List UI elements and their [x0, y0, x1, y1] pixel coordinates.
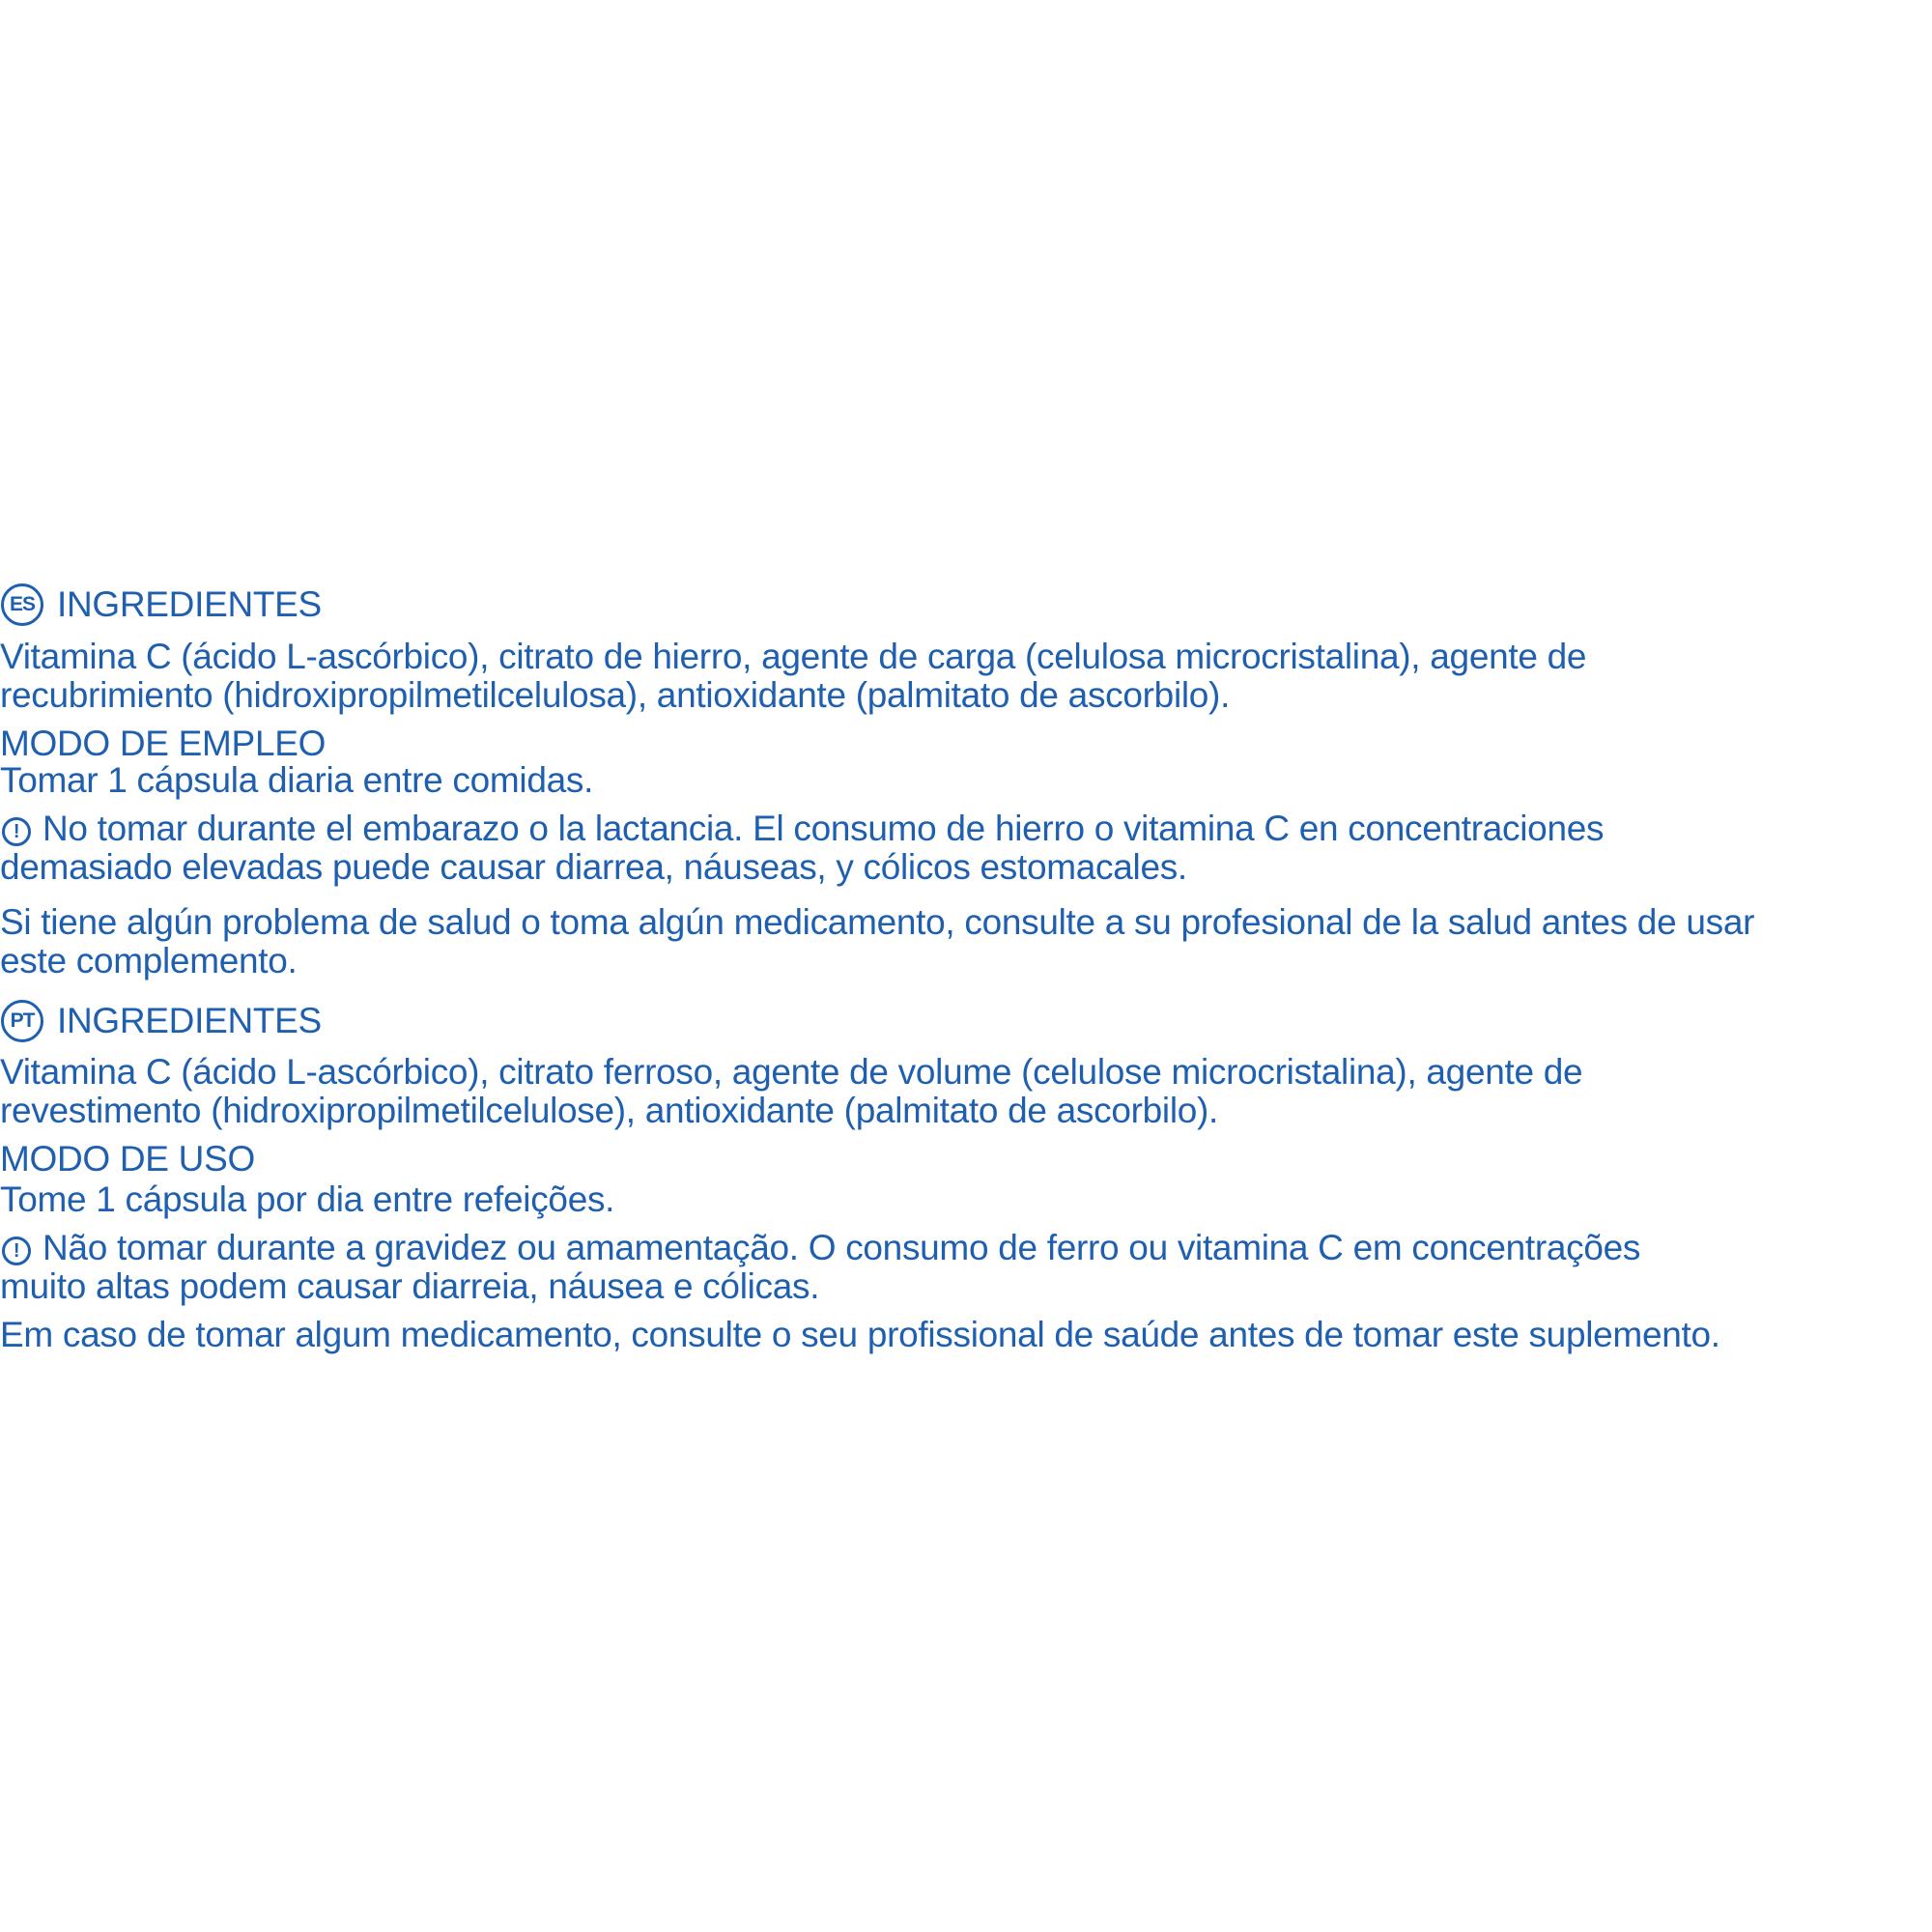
- pt-ingredients-line: revestimento (hidroxipropilmetilcelulose), antioxidante (palmitato de ascorbilo).: [0, 1091, 1219, 1130]
- es-language-badge-icon: ES: [1, 583, 43, 626]
- es-advice-line: Si tiene algún problema de salud o toma algún medicamento, consulte a su profesional de la salud antes de usar: [0, 902, 1755, 942]
- pt-advice-line: Em caso de tomar algum medicamento, consulte o seu profissional de saúde antes de tomar este suplemento.: [0, 1315, 1720, 1354]
- es-warning-line: No tomar durante el embarazo o la lactancia. El consumo de hierro o vitamina C en concentraciones: [43, 809, 1605, 848]
- pt-ingredients-text: [0, 1053, 1932, 1130]
- es-ingredients-line: recubrimiento (hidroxipropilmetilcelulosa), antioxidante (palmitato de ascorbilo).: [0, 675, 1231, 715]
- pt-advice-text: [0, 1316, 1932, 1354]
- pt-warning-line: muito altas podem causar diarreia, náusea e cólicas.: [0, 1266, 820, 1306]
- pt-ingredients-title: INGREDIENTES: [57, 1001, 322, 1040]
- pt-warning-line: Não tomar durante a gravidez ou amamentação. O consumo de ferro ou vitamina C em concentrações: [43, 1228, 1641, 1267]
- es-advice-text: [0, 903, 1932, 980]
- es-ingredients-heading: [0, 583, 1932, 626]
- es-ingredients-title: INGREDIENTES: [57, 584, 322, 624]
- es-usage-heading: MODO DE EMPLEO: [0, 724, 327, 763]
- pt-language-badge-icon: PT: [1, 1000, 43, 1042]
- es-ingredients-line: Vitamina C (ácido L-ascórbico), citrato de hierro, agente de carga (celulosa microcristalina), agente de: [0, 637, 1587, 676]
- pt-warning-text: [0, 1229, 1932, 1306]
- pt-ingredients-heading: [0, 1000, 1932, 1042]
- es-warning-line: demasiado elevadas puede causar diarrea, náuseas, y cólicos estomacales.: [0, 847, 1187, 887]
- pt-ingredients-line: Vitamina C (ácido L-ascórbico), citrato ferroso, agente de volume (celulose microcristalina), agente de: [0, 1052, 1583, 1092]
- pt-usage-heading: MODO DE USO: [0, 1139, 255, 1179]
- es-usage-text: Tomar 1 cápsula diaria entre comidas.: [0, 760, 594, 800]
- pt-usage-text: Tome 1 cápsula por dia entre refeições.: [0, 1179, 615, 1219]
- exclamation-circle-icon: !: [2, 817, 31, 846]
- es-advice-line: este complemento.: [0, 941, 298, 980]
- exclamation-circle-icon: !: [2, 1236, 31, 1265]
- es-warning-text: [0, 810, 1932, 887]
- es-ingredients-text: [0, 638, 1932, 715]
